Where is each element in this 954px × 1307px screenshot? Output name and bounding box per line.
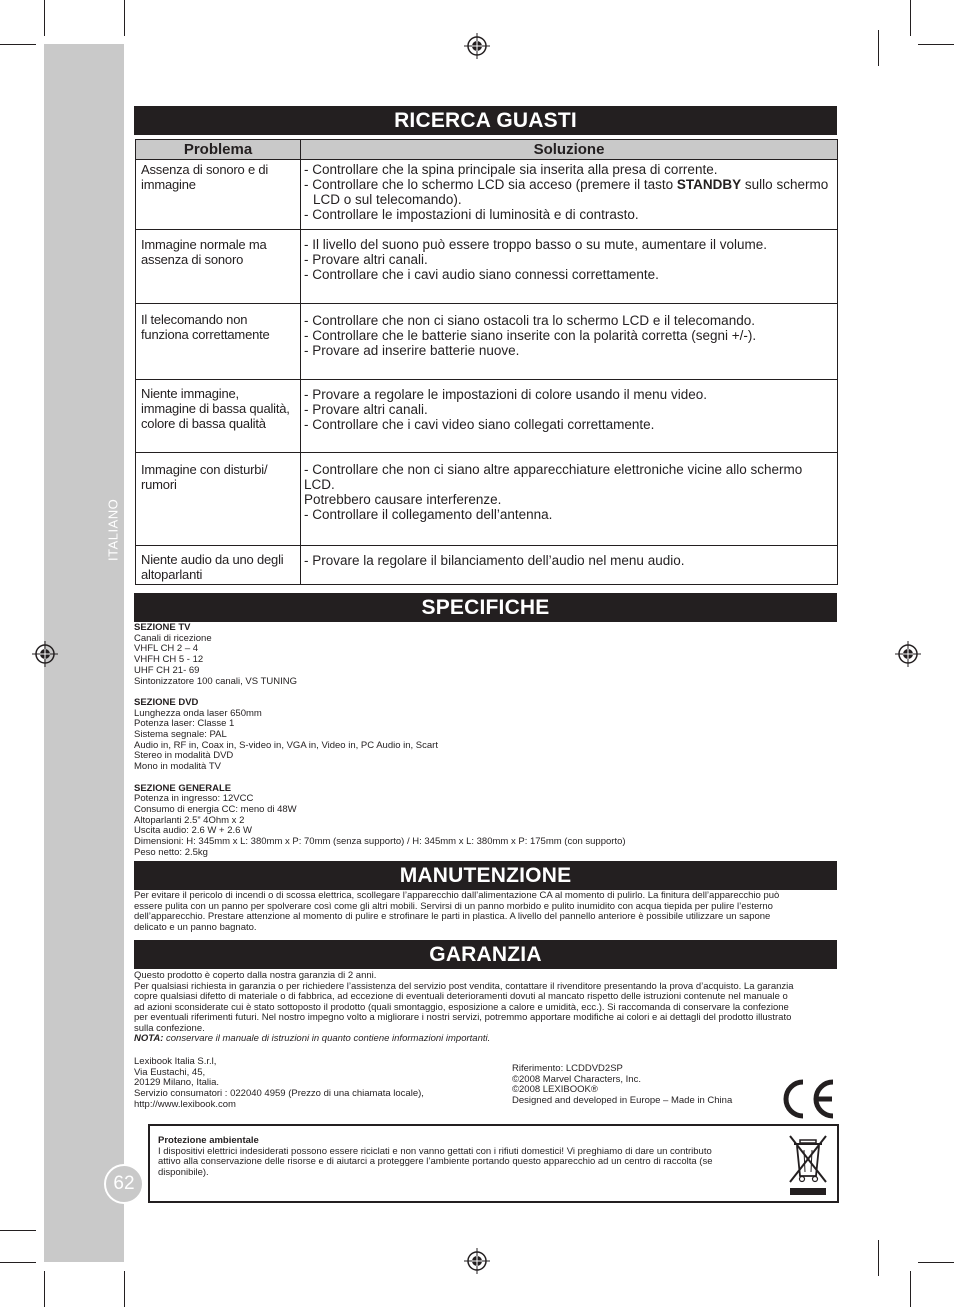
solution-cell <box>301 230 838 304</box>
spec-line: Dimensioni: H: 345mm x L: 380mm x P: 70mm (senza supporto) / H: 345mm x L: 380mm x P: 175mm (con supporto) <box>134 836 626 848</box>
table-row <box>136 453 838 546</box>
troubleshooting-table <box>135 139 838 585</box>
crop-mark <box>124 0 125 36</box>
registration-mark-icon <box>464 1248 490 1274</box>
address-line: Lexibook Italia S.r.l, <box>134 1056 217 1067</box>
paragraph-line: delicato e un panno bagnato. <box>134 921 257 933</box>
solution-line: - Controllare le impostazioni di luminosità e di contrasto. <box>304 207 639 222</box>
problem-cell <box>136 380 301 453</box>
paragraph-line: disponibile). <box>158 1167 209 1179</box>
spec-line: Sistema segnale: PAL <box>134 729 227 741</box>
maintenance-title: MANUTENZIONE <box>134 861 837 890</box>
solution-line: - Il livello del suono può essere troppo basso o su mute, aumentare il volume. <box>304 237 768 252</box>
solution-cell <box>301 546 838 585</box>
table-row <box>136 546 838 585</box>
problem-cell <box>136 230 301 304</box>
reference-line: ©2008 LEXIBOOK® <box>512 1084 598 1096</box>
website-link[interactable]: http://www.lexibook.com <box>134 1098 236 1110</box>
specs-body <box>134 623 834 858</box>
problem-cell <box>136 304 301 380</box>
solution-line: - Provare altri canali. <box>304 252 428 267</box>
spec-line: Uscita audio: 2.6 W + 2.6 W <box>134 825 253 837</box>
paragraph-line: sulla confezione. <box>134 1022 205 1034</box>
solution-line: - Provare ad inserire batterie nuove. <box>304 343 520 358</box>
crop-mark <box>918 44 954 45</box>
table-row <box>136 160 838 230</box>
crop-mark <box>44 0 45 36</box>
note-label: NOTA: <box>134 1033 164 1044</box>
warranty-note <box>134 1034 837 1045</box>
spec-line: Altoparlanti 2.5” 4Ohm x 2 <box>134 814 245 826</box>
crop-mark <box>878 30 879 66</box>
solution-line: - Provare altri canali. <box>304 402 428 417</box>
crop-mark <box>44 1271 45 1307</box>
standby-key-label: STANDBY <box>676 177 742 192</box>
paragraph-line: Questo prodotto è coperto dalla nostra garanzia di 2 anni. <box>134 970 377 981</box>
spec-line: UHF CH 21- 69 <box>134 664 200 676</box>
reference-line: Designed and developed in Europe – Made in China <box>512 1095 733 1107</box>
solution-cell <box>301 160 838 230</box>
specs-title: SPECIFICHE <box>134 593 837 622</box>
solution-cell <box>301 304 838 380</box>
problem-cell <box>136 453 301 546</box>
paragraph-line: dell’apparecchio. Prestare attenzione al momento di pulire e strofinare le parti in plastica. A livello del pannello anteriore è possibile utilizzare un sapone <box>134 911 771 922</box>
problem-cell: Assenza di sonoro e di immagine <box>136 160 301 230</box>
solution-line: - Controllare che i cavi audio siano connessi correttamente. <box>304 267 659 282</box>
paragraph-line: essere pulita con un panno per spolverare così come gli altri mobili. Servirsi di un panno morbido e pulito inumidito con acqua tiepida per pulire l’esterno <box>134 900 773 912</box>
environment-title: Protezione ambientale <box>158 1135 259 1146</box>
warranty-title: GARANZIA <box>134 940 837 969</box>
problem-text: Immagine con disturbi/ rumori <box>141 462 268 492</box>
page-number: 62 <box>104 1164 144 1204</box>
crop-mark <box>124 1271 125 1307</box>
ce-mark-icon <box>779 1078 837 1120</box>
spec-line: Mono in modalità TV <box>134 761 221 773</box>
maintenance-body <box>134 891 837 933</box>
address-line: 20129 Milano, Italia. <box>134 1077 220 1089</box>
problem-text: Niente immagine, immagine di bassa qualità, colore di bassa qualità <box>141 386 290 431</box>
solution-line: - Controllare che la spina principale sia inserita alla presa di corrente. <box>304 162 718 177</box>
table-row <box>136 380 838 453</box>
paragraph-line: attivo alla conservazione delle risorse e di aiutarci a proteggere l’ambiente portando questo apparecchio ad un centro di raccolta (se <box>158 1156 713 1168</box>
registration-mark-icon <box>32 641 58 667</box>
paragraph-line: copre qualsiasi difetto di materiale o di fabbrica, ad eccezione di eventuali deterioramenti dovuti al mancato rispetto delle istruzioni contenute nel manuale o <box>134 991 788 1002</box>
reference-line: Riferimento: LCDDVD2SP <box>512 1063 623 1074</box>
note-text: conservare il manuale di istruzioni in quanto contiene informazioni importanti. <box>163 1033 491 1044</box>
address-line: Via Eustachi, 45, <box>134 1066 206 1078</box>
solution-line: Potrebbero causare interferenze. <box>304 492 502 507</box>
solution-line: - Controllare che non ci siano ostacoli tra lo schermo LCD e il telecomando. <box>304 313 755 328</box>
environment-box <box>148 1124 839 1203</box>
spec-heading: SEZIONE DVD <box>134 696 199 708</box>
solution-line: - Controllare il collegamento dell’antenna. <box>304 507 553 522</box>
solution-cell <box>301 380 838 453</box>
spec-line: VHFL CH 2 – 4 <box>134 643 199 655</box>
solution-line <box>304 177 833 192</box>
paragraph-line: per eventuali riferimenti futuri. Nel nostro impegno volto a migliorare i nostri servizi, potremmo apportare modifiche ai colori e ai dettagli del prodotto illustrato <box>134 1012 792 1023</box>
paragraph-line: I dispositivi elettrici indesiderati possono essere riciclati e non vanno gettati con i rifiuti domestici! Vi preghiamo di dare un contributo <box>158 1145 712 1157</box>
crop-mark <box>0 44 36 45</box>
company-address <box>134 1057 494 1111</box>
crop-mark <box>878 1240 879 1276</box>
registration-mark-icon <box>895 641 921 667</box>
registration-mark-icon <box>464 33 490 59</box>
solution-line: - Controllare che i cavi video siano collegati correttamente. <box>304 417 655 432</box>
troubleshooting-title: RICERCA GUASTI <box>134 106 837 135</box>
table-row <box>136 304 838 380</box>
spec-line: Peso netto: 2.5kg <box>134 846 208 858</box>
paragraph-line: Per qualsiasi richiesta in garanzia o per richiedere l’assistenza del servizio post vendita, contattare il rivenditore presentando la prova d’acquisto. La garanzia <box>134 980 794 992</box>
spec-line: Sintonizzatore 100 canali, VS TUNING <box>134 675 297 687</box>
spec-line: VHFH CH 5 - 12 <box>134 654 204 666</box>
crop-mark <box>910 1271 911 1307</box>
paragraph-line: Per evitare il pericolo di incendi o di scossa elettrica, scollegare l’apparecchio dall’alimentazione CA al momento di pulirlo. La finitura dell’apparecchio può <box>134 890 780 901</box>
solution-line: - Provare a regolare le impostazioni di colore usando il menu video. <box>304 387 707 402</box>
crop-mark <box>910 0 911 36</box>
product-reference <box>512 1064 772 1107</box>
solution-text: - Controllare che lo schermo LCD sia acceso (premere il tasto <box>304 177 677 192</box>
solution-line: - Controllare che non ci siano altre apparecchiature elettroniche vicine allo schermo LCD. <box>304 462 803 492</box>
spec-line: Stereo in modalità DVD <box>134 750 234 762</box>
spec-line: Audio in, RF in, Coax in, S-video in, VGA in, Video in, PC Audio in, Scart <box>134 739 438 751</box>
paragraph-line: ad azioni sconsiderate cui è stato sottoposto il prodotto (quali smontaggio, esposizione a calore e umidità, ecc.). Si raccomanda di conservare la confezione <box>134 1001 789 1013</box>
solution-line: - Provare la regolare il bilanciamento dell’audio nel menu audio. <box>304 553 685 568</box>
problem-text: Immagine normale ma assenza di sonoro <box>141 237 267 267</box>
spec-line: Consumo di energia CC: meno di 48W <box>134 803 297 815</box>
solution-cell <box>301 453 838 546</box>
spec-line: Lunghezza onda laser 650mm <box>134 707 262 719</box>
crop-mark <box>0 1230 36 1231</box>
problem-text: Niente audio da uno degli altoparlanti <box>141 552 284 582</box>
solution-text: sullo schermo <box>741 177 829 192</box>
spec-line: Potenza laser: Classe 1 <box>134 718 235 730</box>
environment-text <box>158 1136 758 1179</box>
crop-mark <box>918 1262 954 1263</box>
problem-cell <box>136 546 301 585</box>
reference-line: ©2008 Marvel Characters, Inc. <box>512 1073 641 1085</box>
solution-line: LCD o sul telecomando). <box>313 192 462 207</box>
crossed-bin-icon <box>787 1132 829 1196</box>
spec-line: Potenza in ingresso: 12VCC <box>134 793 254 805</box>
solution-line: - Controllare che le batterie siano inserite con la polarità corretta (segni +/-). <box>304 328 757 343</box>
table-row <box>136 230 838 304</box>
crop-mark <box>0 1262 36 1263</box>
column-header-solution: Soluzione <box>301 140 838 160</box>
address-line: Servizio consumatori : 022040 4959 (Prezzo di una chiamata locale), <box>134 1088 424 1100</box>
column-header-problem: Problema <box>136 140 301 160</box>
spec-line: Canali di ricezione <box>134 632 212 644</box>
language-label: ITALIANO <box>105 498 121 562</box>
problem-text: Il telecomando non funziona correttamente <box>141 312 270 342</box>
warranty-body <box>134 971 837 1045</box>
spec-heading: SEZIONE TV <box>134 622 191 633</box>
spec-heading: SEZIONE GENERALE <box>134 782 232 794</box>
